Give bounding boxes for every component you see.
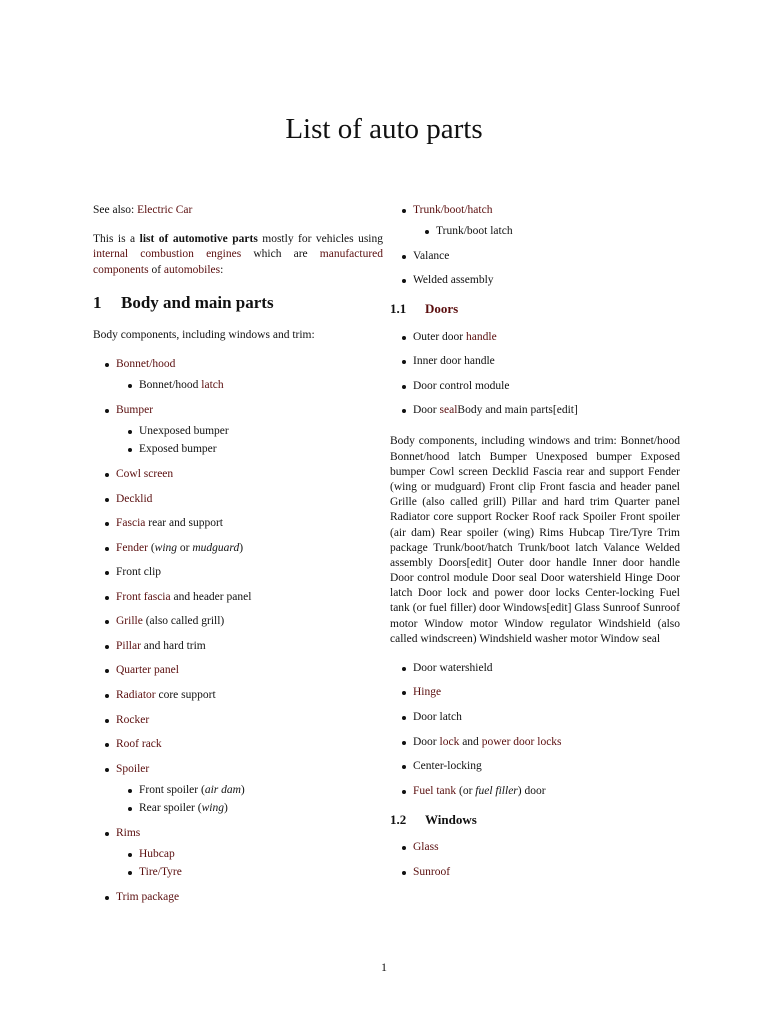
list-item (93, 541, 383, 556)
sub-list (116, 424, 383, 457)
link-automobiles[interactable]: automobiles (163, 263, 221, 276)
link-sunroof[interactable]: Sunroof (413, 865, 451, 878)
list-item (93, 762, 383, 817)
link-fender[interactable]: Fender (116, 541, 148, 554)
item-text: or (177, 541, 193, 554)
link-trunk-boot-hatch[interactable]: Trunk/boot/hatch (413, 204, 493, 216)
item-italic: air dam (204, 783, 241, 796)
list-item (116, 847, 383, 862)
link-radiator[interactable]: Radiator (116, 689, 156, 701)
list-item (390, 735, 680, 750)
link-cowl-screen[interactable]: Cowl screen (116, 467, 174, 480)
subsection-number: 1.1 (390, 301, 407, 317)
list-item (116, 378, 383, 393)
item-italic: mudguard (192, 541, 240, 554)
link-fuel-tank[interactable]: Fuel tank (413, 784, 457, 797)
list-item: Exposed bumper (116, 442, 383, 457)
section-title: Body and main parts (121, 292, 274, 312)
sub-list (116, 847, 383, 880)
list-item: Inner door handle (390, 354, 680, 369)
sub-list (116, 783, 383, 816)
link-seal[interactable]: seal (439, 404, 458, 417)
link-tire-tyre[interactable]: Tire/Tyre (139, 865, 182, 878)
list-item: Front clip (93, 565, 383, 580)
list-item (93, 590, 383, 605)
link-manufactured-components[interactable]: manufactured components (93, 248, 383, 276)
section-heading-body (93, 292, 383, 314)
list-item (390, 203, 680, 239)
list-item (116, 801, 383, 816)
link-fascia[interactable]: Fascia (116, 517, 146, 530)
list-item (93, 737, 383, 752)
intro-text-3: which are (241, 248, 320, 261)
item-italic: wing (154, 541, 178, 554)
list-item (93, 614, 383, 629)
item-text: and (459, 735, 482, 748)
link-quarter-panel[interactable]: Quarter panel (116, 664, 179, 677)
list-item (390, 403, 680, 418)
item-text: and hard trim (140, 639, 206, 652)
left-column (93, 203, 383, 914)
doors-list-continued (390, 661, 680, 799)
list-item (93, 826, 383, 881)
list-item (116, 865, 383, 880)
link-electric-car[interactable]: Electric Car (137, 204, 193, 216)
link-lock[interactable]: lock (439, 735, 460, 748)
link-glass[interactable]: Glass (413, 841, 439, 854)
item-text: ) (239, 541, 244, 554)
subsection-heading-doors (390, 300, 680, 317)
list-item (93, 492, 383, 507)
link-bonnet-hood[interactable]: Bonnet/hood (116, 358, 176, 371)
list-item: Trunk/boot latch (413, 224, 680, 239)
list-item: Center-locking (390, 759, 680, 774)
right-column (390, 203, 680, 889)
list-item (116, 783, 383, 798)
link-decklid[interactable]: Decklid (116, 492, 153, 505)
body-paragraph: Body components, including windows and trim: Bonnet/hood Bonnet/hood latch Bumper Unexposed bumper Exposed bumper Cowl screen Decklid Fascia rear and support Fender (wing or mudguard) Front clip Front fascia and header panel Grille (also called grill) Pillar and hard trim Quarter panel Radiator core support Rocker Roof rack Spoiler Front spoiler (air dam) Rear spoiler (wing) Rims Hubcap Tire/Tyre Trim package Trunk/boot/hatch Trunk/boot latch Valance Welded assembly Doors[edit] Outer door handle Inner door handle Door control module Door seal Door watershield Hinge Door latch Door lock and power door locks Center-locking Fuel tank (or fuel filler) door Windows[edit] Glass Sunroof Sunroof motor Window motor Window regulator Windshield (also called windscreen) Windshield washer motor Window seal (390, 435, 680, 645)
list-item: Door watershield (390, 661, 680, 676)
item-text: ) (240, 783, 245, 796)
list-item: Door control module (390, 379, 680, 394)
list-item (93, 403, 383, 458)
windows-list (390, 840, 680, 880)
list-item (390, 784, 680, 799)
list-item: Valance (390, 249, 680, 264)
list-item (93, 639, 383, 654)
doors-list (390, 330, 680, 419)
link-latch[interactable]: latch (201, 379, 224, 392)
see-also-label: See also: (93, 204, 138, 216)
intro-bold: list of automotive parts (139, 233, 258, 246)
link-hinge[interactable]: Hinge (413, 686, 442, 699)
page-title: List of auto parts (285, 113, 483, 145)
subsection-title: Windows (425, 811, 477, 827)
link-rims[interactable]: Rims (116, 826, 141, 839)
item-text: Outer door (413, 330, 467, 343)
sub-list (116, 378, 383, 393)
link-spoiler[interactable]: Spoiler (116, 762, 150, 775)
item-text: Door (413, 735, 440, 748)
link-pillar[interactable]: Pillar (116, 639, 141, 652)
link-internal-combustion-engines[interactable]: internal combustion engines (93, 248, 242, 261)
subsection-number: 1.2 (390, 811, 407, 827)
item-italic: wing (201, 802, 224, 815)
subsection-heading-windows (390, 811, 680, 828)
item-text: Door (413, 404, 440, 417)
list-item (390, 330, 680, 345)
item-text: rear and support (145, 517, 223, 530)
see-also (93, 203, 383, 218)
link-power-door-locks[interactable]: power door locks (481, 735, 562, 748)
item-text: Body and main parts[edit] (457, 404, 578, 417)
item-text: Bonnet/hood (139, 379, 202, 392)
item-text: (also called grill) (142, 615, 225, 628)
link-rocker[interactable]: Rocker (116, 713, 150, 726)
item-text: ) door (517, 784, 546, 797)
list-item (93, 890, 383, 905)
item-text: (or (456, 784, 476, 797)
list-item (93, 663, 383, 678)
intro-text-4: of (148, 263, 164, 276)
intro-text-1: This is a (93, 233, 140, 246)
link-trim-package[interactable]: Trim package (116, 890, 180, 903)
item-italic: fuel filler (475, 784, 518, 797)
item-text: Front spoiler ( (139, 783, 205, 796)
list-item (390, 865, 680, 880)
list-item: Unexposed bumper (116, 424, 383, 439)
sub-list (413, 224, 680, 239)
list-item (390, 840, 680, 855)
link-grille[interactable]: Grille (116, 615, 143, 628)
item-text: and header panel (170, 590, 252, 603)
item-text: ) (223, 802, 228, 815)
list-item (93, 516, 383, 531)
intro-text-2: mostly for vehicles using (257, 233, 383, 246)
link-hubcap[interactable]: Hubcap (139, 847, 175, 860)
list-item (93, 688, 383, 703)
intro-text-5: : (220, 263, 224, 276)
link-handle[interactable]: handle (466, 330, 497, 343)
body-parts-list (93, 357, 383, 904)
list-item (390, 685, 680, 700)
list-item (93, 713, 383, 728)
page-number: 1 (381, 960, 387, 974)
link-bumper[interactable]: Bumper (116, 404, 154, 417)
intro-paragraph (93, 232, 383, 278)
item-text: ( (147, 541, 155, 554)
item-text: Rear spoiler ( (139, 802, 202, 815)
item-text: core support (155, 689, 216, 701)
link-doors[interactable]: Doors (425, 301, 459, 317)
section-number: 1 (93, 292, 102, 312)
list-item (93, 357, 383, 393)
list-item (93, 467, 383, 482)
link-roof-rack[interactable]: Roof rack (116, 738, 162, 751)
body-parts-list-continued (390, 203, 680, 288)
list-item: Door latch (390, 710, 680, 725)
list-item: Welded assembly (390, 273, 680, 288)
section-intro: Body components, including windows and trim: (93, 329, 315, 342)
link-front-fascia[interactable]: Front fascia (116, 590, 171, 603)
